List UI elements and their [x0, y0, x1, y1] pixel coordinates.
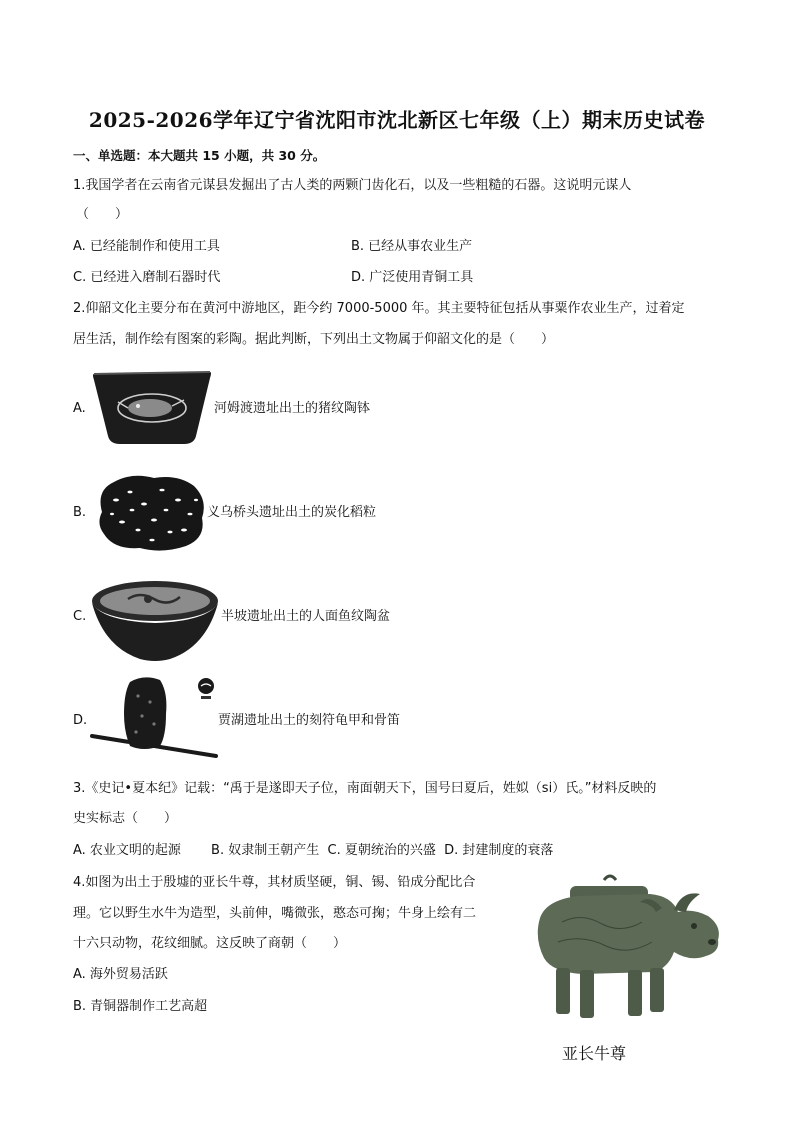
q4-stem-line2: 理。它以野生水牛为造型，头前伸，嘴微张，憨态可掬；牛身上绘有二: [73, 906, 477, 921]
q1-stem-line2: （ ）: [76, 207, 129, 222]
page-title: 2025-2026学年辽宁省沈阳市沈北新区七年级（上）期末历史试卷: [88, 108, 706, 132]
q2-option-a-text: 河姆渡遗址出土的猪纹陶钵: [214, 401, 371, 416]
q3-options: A. 农业文明的起源 B. 奴隶制王朝产生 C. 夏朝统治的兴盛 D. 封建制度的衰落: [73, 843, 554, 858]
q2-stem-line2: 居生活，制作绘有图案的彩陶。据此判断，下列出土文物属于仰韶文化的是（ ）: [73, 332, 555, 347]
q2-option-d-letter: D.: [73, 713, 88, 728]
bronze-ox-zun-image: [522, 872, 728, 1024]
q4-option-a: A. 海外贸易活跃: [73, 967, 168, 982]
q3-stem-line2: 史实标志（ ）: [73, 811, 178, 826]
tortoise-shell-bone-flute-image: [90, 672, 222, 758]
q4-option-b: B. 青铜器制作工艺高超: [73, 999, 208, 1014]
q1-option-a: A. 已经能制作和使用工具: [73, 239, 220, 254]
pig-pattern-bowl-image: [88, 366, 216, 448]
q2-option-c-letter: C.: [73, 609, 87, 624]
charred-rice-image: [92, 470, 210, 554]
q1-stem-line1: 1.我国学者在云南省元谋县发掘出了古人类的两颗门齿化石，以及一些粗糙的石器。这说明元谋人: [73, 178, 632, 193]
q3-stem-line1: 3.《史记•夏本纪》记载：“禹于是遂即天子位，南面朝天下，国号曰夏后，姓姒（si）氏。”材料反映的: [73, 781, 657, 796]
q1-option-b: B. 已经从事农业生产: [351, 239, 473, 254]
ox-zun-caption: 亚长牛尊: [562, 1044, 627, 1063]
q1-option-c: C. 已经进入磨制石器时代: [73, 270, 221, 285]
q2-option-a-letter: A.: [73, 401, 86, 416]
q2-option-b-letter: B.: [73, 505, 87, 520]
q2-stem-line1: 2.仰韶文化主要分布在黄河中游地区，距今约 7000-5000 年。其主要特征包括从事粟作农业生产，过着定: [73, 301, 685, 316]
fish-pattern-basin-image: [88, 577, 222, 663]
q4-stem-line1: 4.如图为出土于殷墟的亚长牛尊，其材质坚硬，铜、锡、铅成分配比合: [73, 875, 476, 890]
q2-option-d-text: 贾湖遗址出土的刻符龟甲和骨笛: [218, 713, 401, 728]
q4-stem-line3: 十六只动物，花纹细腻。这反映了商朝（ ）: [73, 936, 347, 951]
q2-option-b-text: 义乌桥头遗址出土的炭化稻粒: [207, 505, 377, 520]
q1-option-d: D. 广泛使用青铜工具: [351, 270, 474, 285]
q2-option-c-text: 半坡遗址出土的人面鱼纹陶盆: [221, 609, 391, 624]
section-heading: 一、单选题：本大题共 15 小题，共 30 分。: [73, 148, 326, 163]
